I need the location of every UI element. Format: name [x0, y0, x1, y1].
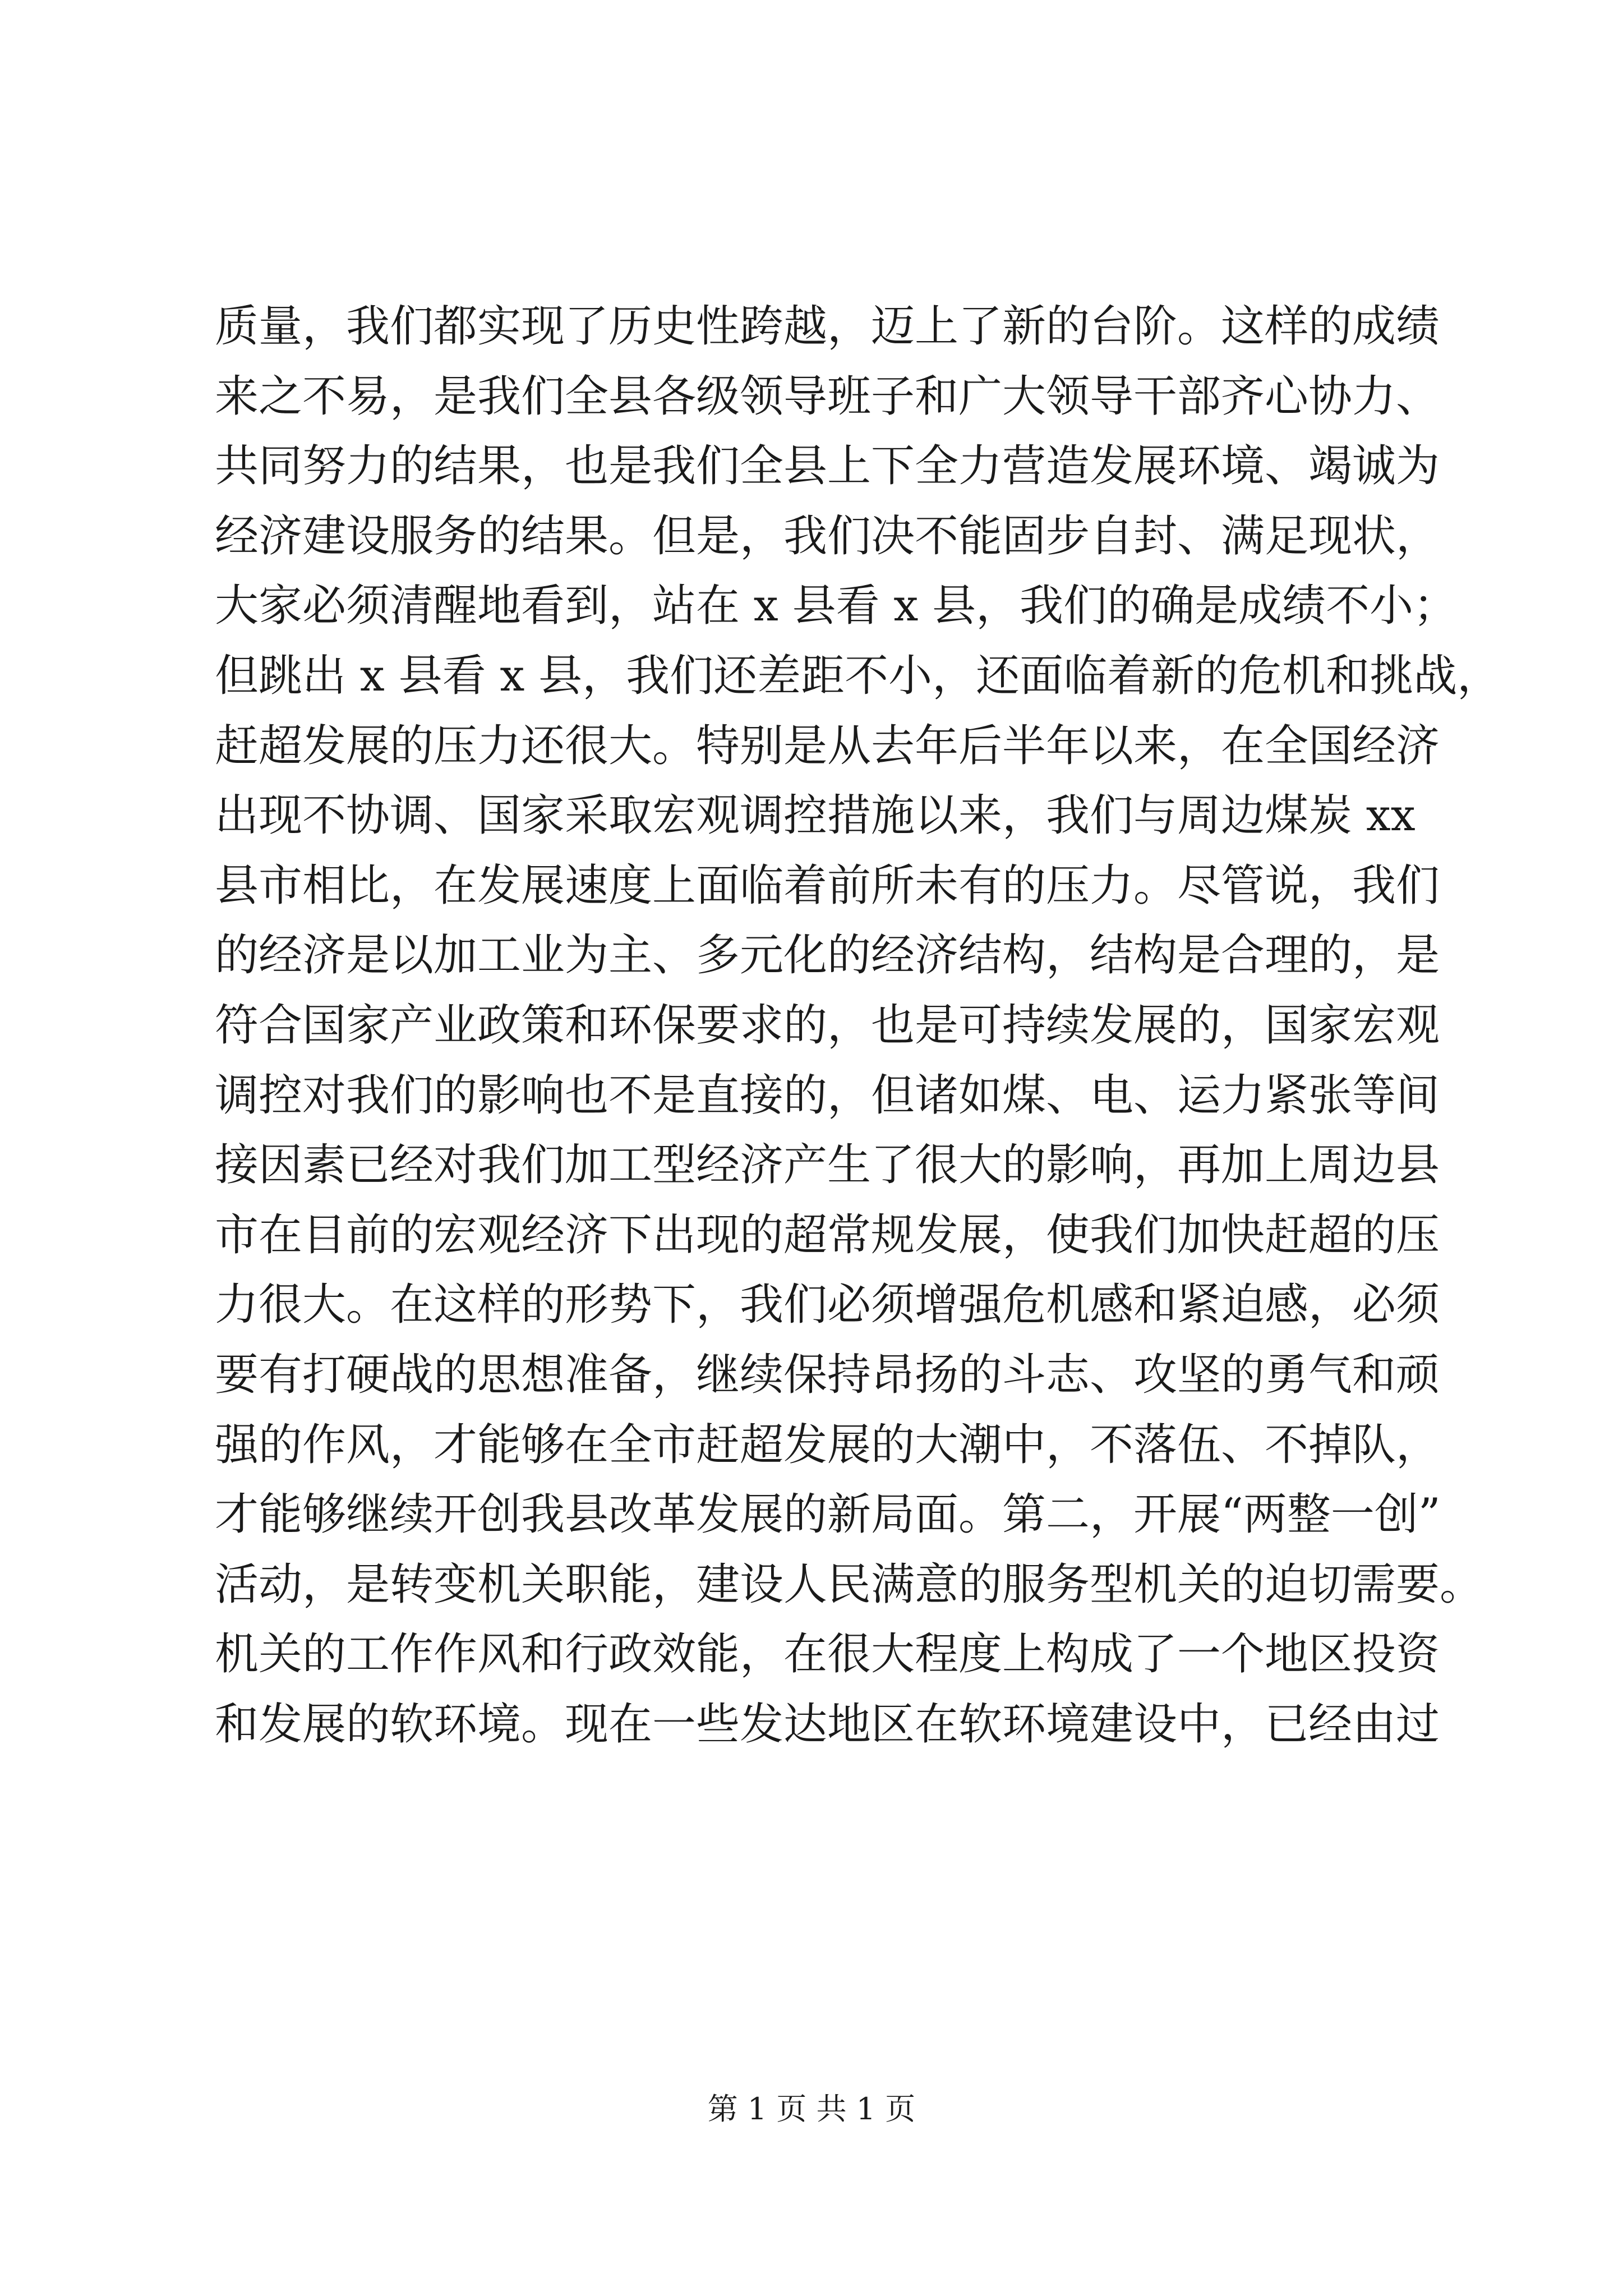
text-line: 符合国家产业政策和环保要求的，也是可持续发展的，国家宏观: [215, 1000, 1440, 1051]
text-line: 活动，是转变机关职能，建设人民满意的服务型机关的迫切需要。: [215, 1559, 1484, 1610]
text-line: 出现不协调、国家采取宏观调控措施以来，我们与周边煤炭 xx: [215, 790, 1415, 841]
text-line: 和发展的软环境。现在一些发达地区在软环境建设中，已经由过: [215, 1699, 1440, 1750]
text-line: 质量，我们都实现了历史性跨越，迈上了新的台阶。这样的成绩: [215, 301, 1440, 352]
text-line: 大家必须清醒地看到，站在 x 县看 x 县，我们的确是成绩不小；: [215, 581, 1458, 632]
text-line: 但跳出 x 县看 x 县，我们还差距不小，还面临着新的危机和挑战，: [215, 650, 1501, 701]
page-number-label: 第 1 页 共 1 页: [707, 2091, 916, 2127]
text-line: 经济建设服务的结果。但是，我们决不能固步自封、满足现状，: [215, 510, 1440, 562]
text-line: 共同努力的结果，也是我们全县上下全力营造发展环境、竭诚为: [215, 441, 1440, 492]
text-line: 来之不易，是我们全县各级领导班子和广大领导干部齐心协力、: [215, 371, 1440, 422]
text-line: 力很大。在这样的形势下，我们必须增强危机感和紧迫感，必须: [215, 1280, 1440, 1331]
text-line: 强的作风，才能够在全市赶超发展的大潮中，不落伍、不掉队，: [215, 1419, 1440, 1470]
text-line: 县市相比，在发展速度上面临着前所未有的压力。尽管说，我们: [215, 860, 1440, 911]
text-line: 赶超发展的压力还很大。特别是从去年后半年以来，在全国经济: [215, 720, 1440, 771]
page-footer: [0, 2087, 1623, 2132]
text-line: 机关的工作作风和行政效能，在很大程度上构成了一个地区投资: [215, 1629, 1440, 1680]
text-line: 的经济是以加工业为主、多元化的经济结构，结构是合理的，是: [215, 930, 1440, 981]
body-text: [215, 292, 1501, 1759]
text-line: 接因素已经对我们加工型经济产生了很大的影响，再加上周边县: [215, 1140, 1440, 1191]
text-line: 调控对我们的影响也不是直接的，但诸如煤、电、运力紧张等间: [215, 1070, 1440, 1121]
text-line: 要有打硬战的思想准备，继续保持昂扬的斗志、攻坚的勇气和顽: [215, 1349, 1440, 1400]
text-line: 市在目前的宏观经济下出现的超常规发展，使我们加快赶超的压: [215, 1209, 1440, 1260]
text-line: 才能够继续开创我县改革发展的新局面。第二，开展“两整一创”: [215, 1489, 1441, 1540]
